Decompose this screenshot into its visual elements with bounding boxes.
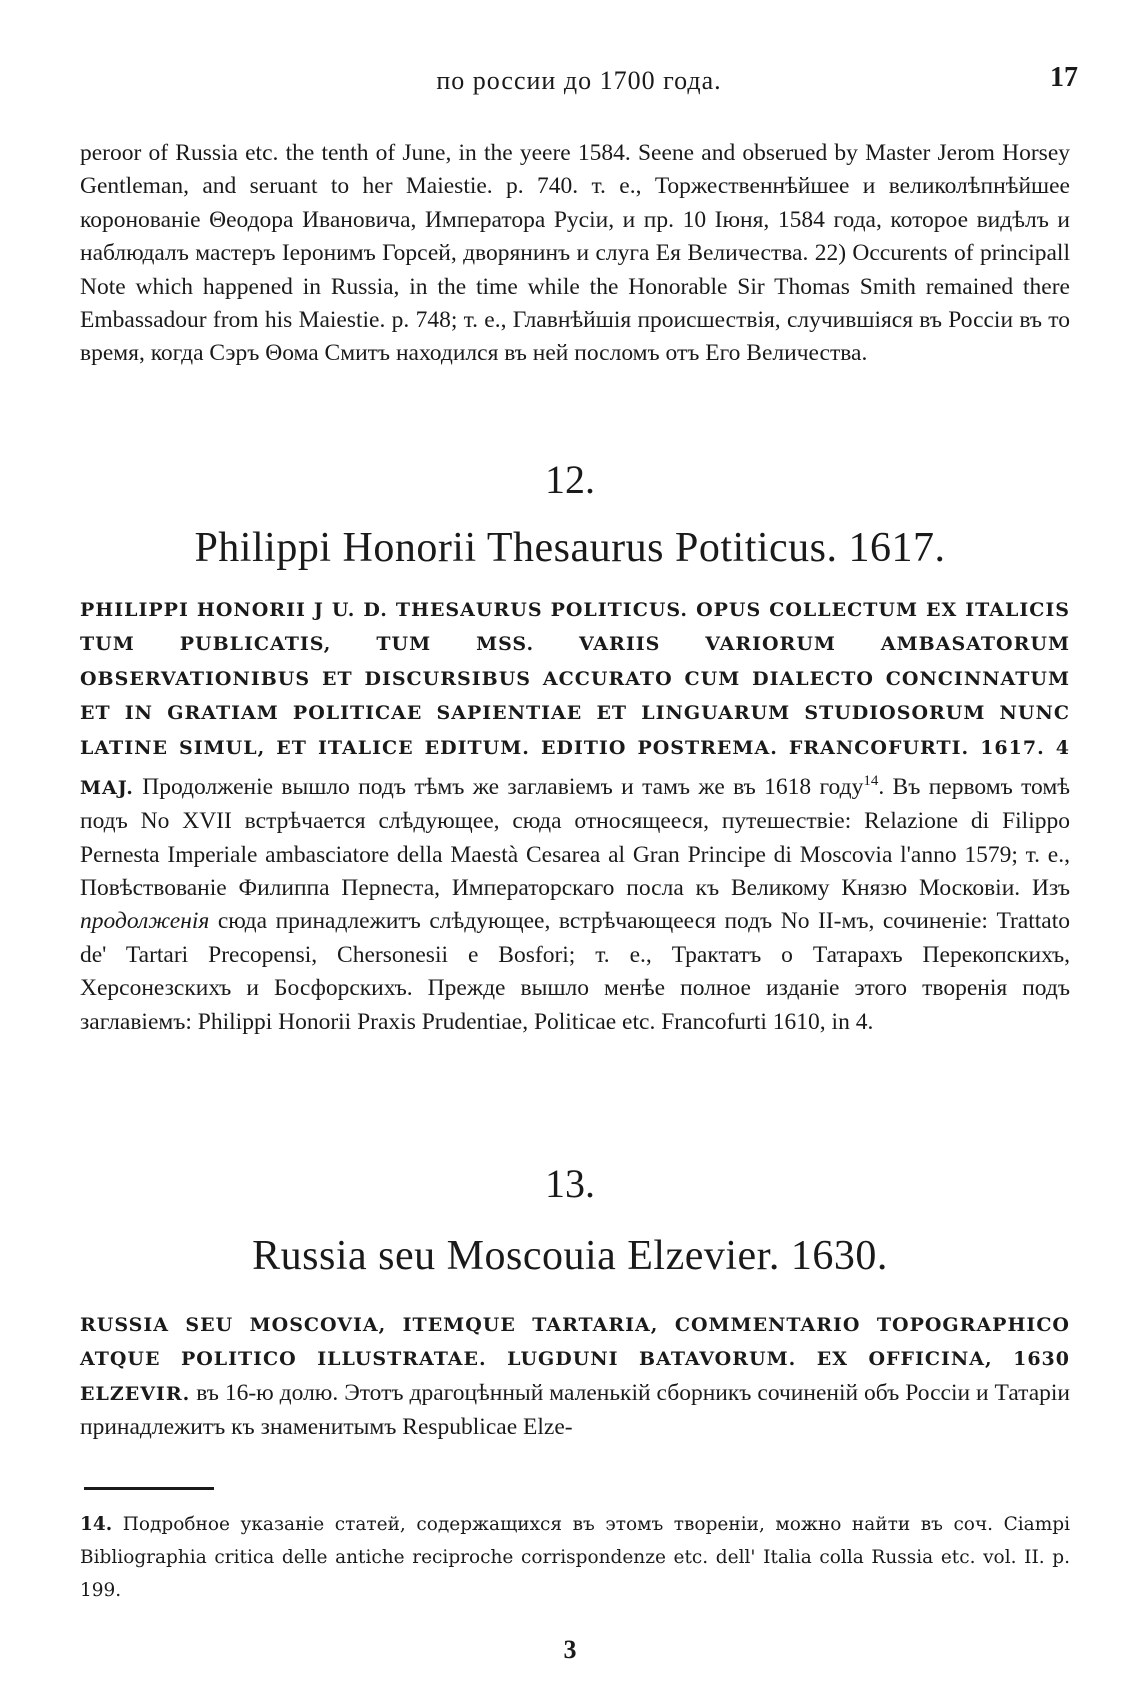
footnote-divider (84, 1487, 214, 1490)
footnote-text: Подробное указаніе статей, содержащихся въ этомъ твореніи, можно найти въ соч. Ciampi Bibliographia critica delle antiche reciproche corrispondenze etc. dell' Italia colla Russia etc. vol. II. p. 199. (80, 1514, 1070, 1601)
section-title-13: Russia seu Moscouia Elzevier. 1630. (252, 1233, 888, 1279)
bibliographic-title: RUSSIA SEU MOSCOVIA, ITEMQUE TARTARIA, COMMENTARIO TOPOGRAPHICO ATQUE POLITICO ILLUSTRATAE. LUGDUNI BATAVORUM. EX OFFICINA, 1630 ELZEVIR. (80, 1314, 1070, 1405)
section-13-text: въ 16-ю долю. Этотъ драгоцѣнный маленькій сборникъ сочиненій объ Россіи и Татаріи принадлежитъ къ знаменитымъ Respublicae Elze- (80, 1379, 1070, 1441)
section-number-13: 13. (545, 1161, 595, 1206)
section-12-text-c: сюда принадлежитъ слѣдующее, встрѣчающееся подъ No II-мъ, сочиненіе: Trattato de' Tartari Precopensi, Chersonesii e Bosfori; т. е., Трактатъ о Татарахъ Перекопскихъ, Херсонезскихъ и Босфорскихъ. Прежде вышло менѣе полное изданіе этого творенія подъ заглавіемъ: Philippi Honorii Praxis Prudentiae, Politicae etc. Francofurti 1610, in 4. (80, 908, 1070, 1035)
footnote-mark: 14. (80, 1514, 113, 1535)
footnote (80, 1508, 1070, 1607)
section-12-text-b: . Въ первомъ томѣ подъ No XVII встрѣчается слѣдующее, сюда относящееся, путешествіе: Relazione di Filippo Pernesta Imperiale ambasciatore della Maestà Cesarea al Gran Principe di Moscovia l'anno 1579; т. е., Повѣствованіе Филиппа Перneста, Императорскаго посла къ Великому Князю Московіи. Изъ (80, 773, 1070, 902)
section-12-body (80, 593, 1070, 1039)
footnote-reference: 14 (863, 773, 879, 790)
section-12-text-a: Продолженіе вышло подъ тѣмъ же заглавіемъ и тамъ же въ 1618 году (133, 773, 864, 800)
paragraph-text: peroor of Russia etc. the tenth of June, in the yeere 1584. Seene and obserued by Master Jerom Horsey Gentleman, and seruant to her Maiestie. p. 740. т. е., Торжественнѣйшее и великолѣпнѣйшее коронованіе Θеодора Ивановича, Императора Русіи, и пр. 10 Іюня, 1584 года, которое видѣлъ и наблюдалъ мастеръ Іеронимъ Горсей, дворянинъ и слуга Ея Величества. 22) Occurents of principall Note which happened in Russia, in the time while the Honorable Sir Thomas Smith remained there Embassadour from his Maiestie. p. 748; т. е., Главнѣйшія происшествія, случившіяся въ Россіи въ то время, когда Сэръ Θома Смитъ находился въ ней посломъ отъ Его Величества. (80, 140, 1070, 367)
page-number: 17 (1050, 62, 1078, 93)
page-header (80, 62, 1078, 102)
bibliographic-title: PHILIPPI HONORII J U. D. THESAURUS POLITICUS. OPUS COLLECTUM EX ITALICIS TUM PUBLICATIS, TUM MSS. VARIIS VARIORUM AMBASATORUM OBSERVATIONIBUS ET DISCURSIBUS ACCURATO CUM DIALECTO CONCINNATUM ET IN GRATIAM POLITICAE SAPIENTIAE ET LINGUARUM STUDIOSORUM NUNC LATINE SIMUL, ET ITALICE EDITUM. EDITIO POSTREMA. FRANCOFURTI. 1617. 4 MAJ. (80, 599, 1070, 799)
running-title: по россии до 1700 года. (436, 66, 722, 95)
section-title-12: Philippi Honorii Thesaurus Potiticus. 1617. (194, 525, 946, 571)
italic-term: продолженія (80, 908, 210, 935)
paragraph-continued (80, 137, 1070, 371)
section-number-12: 12. (545, 457, 595, 502)
section-13-body (80, 1308, 1070, 1445)
signature-mark: 3 (563, 1635, 577, 1664)
